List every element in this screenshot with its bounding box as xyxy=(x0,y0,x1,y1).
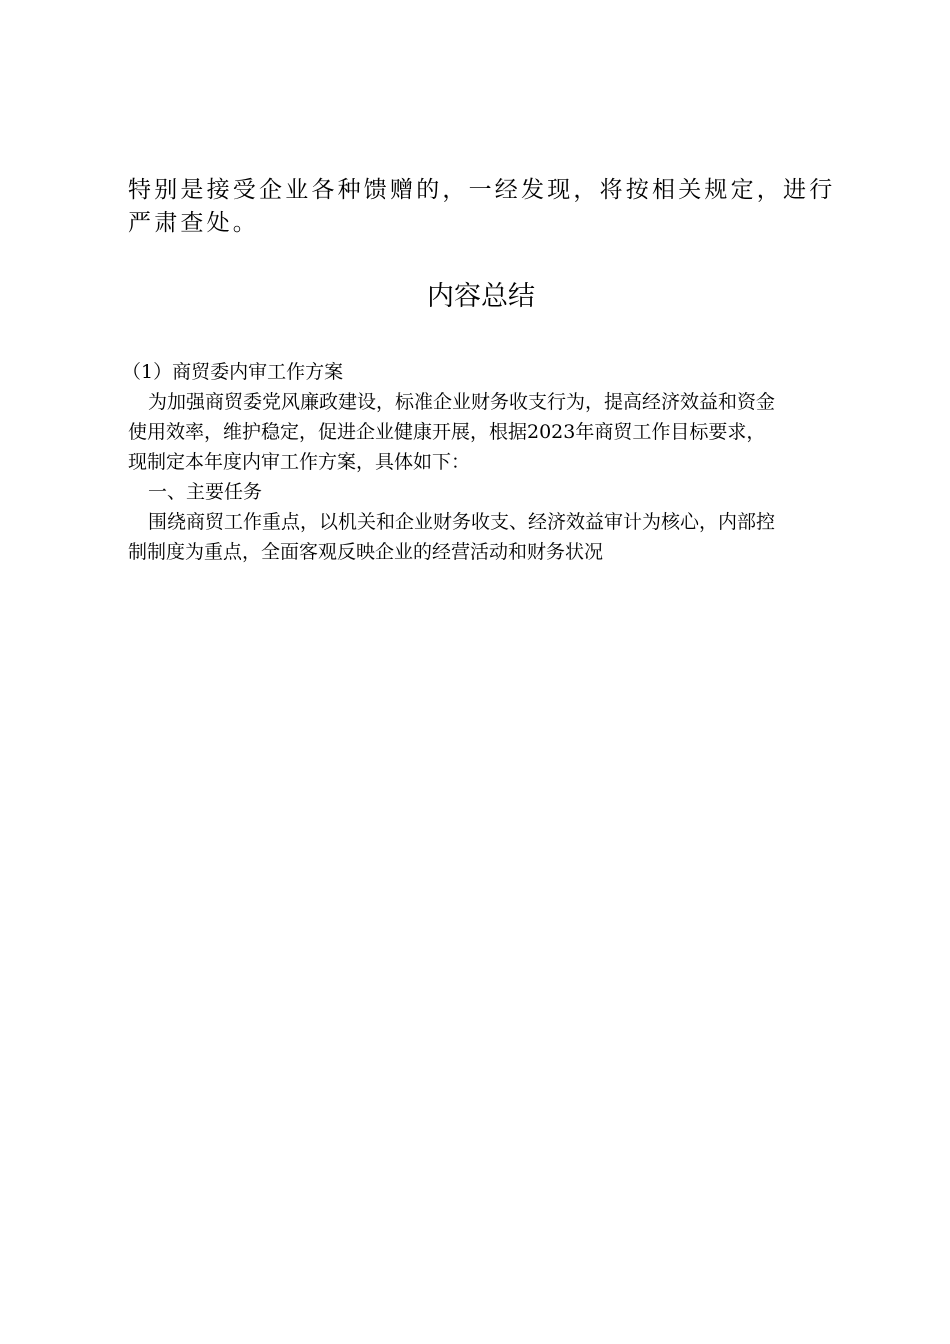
intro-line-2: 严肃查处。 xyxy=(128,210,259,236)
intro-line-1: 特别是接受企业各种馈赠的，一经发现，将按相关规定，进行 xyxy=(128,177,836,203)
paragraph-2-line-1: 围绕商贸工作重点，以机关和企业财务收支、经济效益审计为核心，内部控 xyxy=(148,511,776,533)
intro-paragraph xyxy=(128,174,836,240)
paragraph-1-line-1: 为加强商贸委党风廉政建设，标准企业财务收支行为，提高经济效益和资金 xyxy=(148,391,776,413)
task-heading: 一、主要任务 xyxy=(148,481,263,503)
paragraph-1-line-3: 现制定本年度内审工作方案，具体如下： xyxy=(128,451,471,473)
section-title: 内容总结 xyxy=(427,281,535,312)
paragraph-2-line-2: 制制度为重点，全面客观反映企业的经营活动和财务状况 xyxy=(128,541,604,563)
summary-heading: （1）商贸委内审工作方案 xyxy=(122,361,344,383)
summary-body xyxy=(122,357,838,567)
paragraph-1-line-2: 使用效率，维护稳定，促进企业健康开展，根据2023年商贸工作目标要求， xyxy=(128,421,766,443)
